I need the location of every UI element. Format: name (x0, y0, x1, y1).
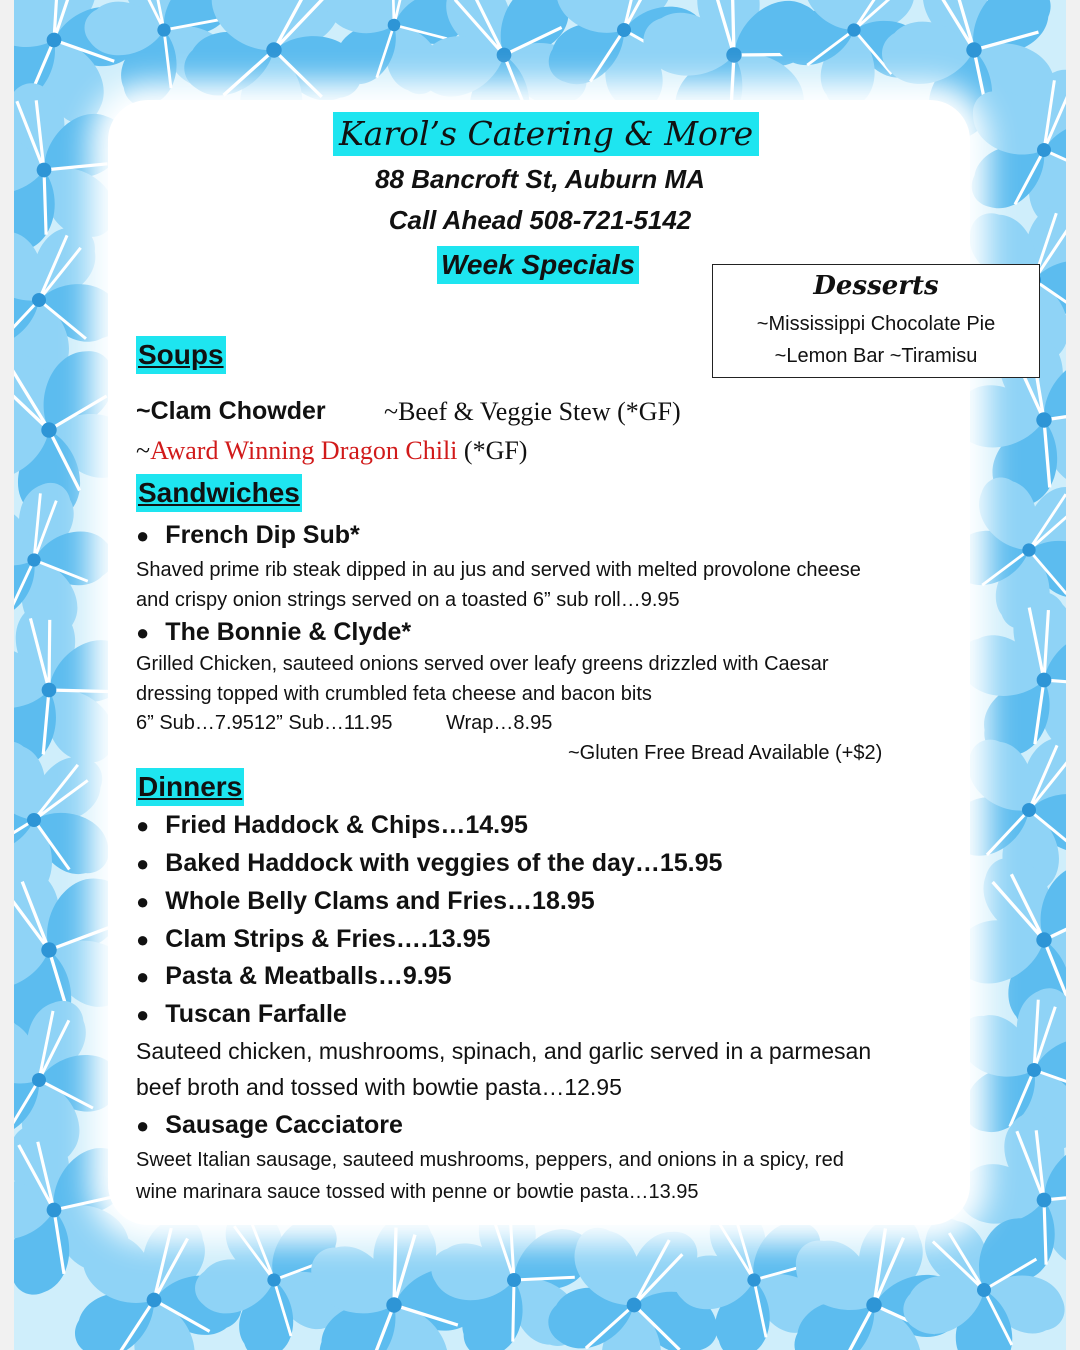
bonnie-name: The Bonnie & Clyde* (165, 618, 412, 646)
frame-edge-left (0, 0, 14, 1350)
soup-clam-chowder: ~Clam Chowder (136, 397, 326, 425)
bullet-icon: ● (136, 620, 150, 645)
dinner-item-label: Fried Haddock & Chips…14.95 (165, 811, 528, 839)
sandwich-bonnie-clyde (136, 618, 411, 647)
dessert-line-1: ~Mississippi Chocolate Pie (756, 313, 996, 335)
chili-name: Award Winning Dragon Chili (150, 436, 458, 465)
frame-edge-right (1066, 0, 1080, 1350)
dinner-item-label: Whole Belly Clams and Fries…18.95 (165, 887, 595, 915)
soup-dragon-chili (136, 436, 527, 466)
dinner-item (136, 849, 722, 878)
bonnie-price-wrap: Wrap…8.95 (446, 712, 553, 734)
bullet-icon: ● (136, 523, 150, 548)
bullet-icon: ● (136, 1113, 150, 1138)
sandwiches-heading: Sandwiches (136, 474, 302, 512)
bullet-icon: ● (136, 1002, 150, 1027)
dinner-sausage-cacciatore (136, 1111, 403, 1140)
dinner-item (136, 887, 595, 916)
sausage-desc-2: wine marinara sauce tossed with penne or bowtie pasta…13.95 (136, 1181, 699, 1203)
soups-heading: Soups (136, 336, 226, 374)
dinner-item-label: Baked Haddock with veggies of the day…15.95 (165, 849, 723, 877)
dinner-item (136, 925, 490, 954)
french-dip-name: French Dip Sub* (165, 521, 360, 549)
gluten-free-note: ~Gluten Free Bread Available (+$2) (568, 742, 883, 764)
week-specials-heading: Week Specials (437, 246, 639, 284)
bonnie-price-sub: 6” Sub…7.9512” Sub…11.95 (136, 712, 393, 734)
bullet-icon: ● (136, 889, 150, 914)
sausage-name: Sausage Cacciatore (165, 1111, 403, 1139)
bullet-icon: ● (136, 813, 150, 838)
chili-prefix: ~ (136, 436, 151, 465)
desserts-box (712, 264, 1040, 378)
bullet-icon: ● (136, 927, 150, 952)
chili-suffix: (*GF) (457, 436, 528, 465)
bonnie-desc-2: dressing topped with crumbled feta cheese and bacon bits (136, 683, 652, 705)
dessert-line-2: ~Lemon Bar ~Tiramisu (774, 345, 978, 367)
soup-beef-veggie-stew: ~Beef & Veggie Stew (*GF) (384, 397, 681, 426)
dinner-item (136, 962, 452, 991)
sandwich-french-dip (136, 521, 360, 550)
tuscan-desc-1: Sauteed chicken, mushrooms, spinach, and garlic served in a parmesan (136, 1038, 872, 1064)
address: 88 Bancroft St, Auburn MA (375, 164, 705, 194)
french-dip-desc-1: Shaved prime rib steak dipped in au jus and served with melted provolone cheese (136, 559, 861, 581)
phone: Call Ahead 508-721-5142 (388, 205, 692, 235)
dinner-item-label: Tuscan Farfalle (165, 1000, 347, 1028)
tuscan-desc-2: beef broth and tossed with bowtie pasta…12.95 (136, 1074, 622, 1100)
bullet-icon: ● (136, 964, 150, 989)
sausage-desc-1: Sweet Italian sausage, sauteed mushrooms, peppers, and onions in a spicy, red (136, 1149, 844, 1171)
french-dip-desc-2: and crispy onion strings served on a toasted 6” sub roll…9.95 (136, 589, 680, 611)
bonnie-desc-1: Grilled Chicken, sauteed onions served over leafy greens drizzled with Caesar (136, 653, 829, 675)
dinner-item-label: Clam Strips & Fries….13.95 (165, 925, 491, 953)
business-title: Karol’s Catering & More (333, 112, 759, 156)
bullet-icon: ● (136, 851, 150, 876)
dinners-heading: Dinners (136, 768, 244, 806)
dinner-item (136, 811, 528, 840)
desserts-title: Desserts (813, 271, 939, 301)
dinner-item (136, 1000, 347, 1029)
dinner-item-label: Pasta & Meatballs…9.95 (165, 962, 452, 990)
